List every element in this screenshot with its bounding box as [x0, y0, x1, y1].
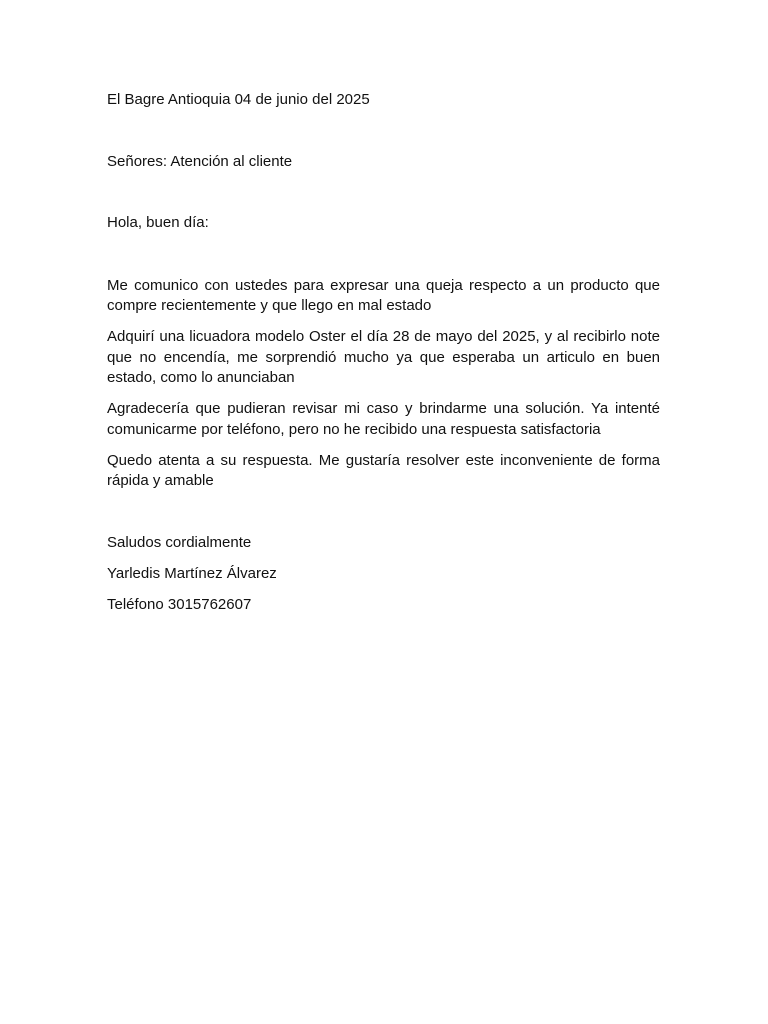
letter-paragraph-4: Quedo atenta a su respuesta. Me gustaría resolver este inconveniente de forma rápida y amable — [107, 451, 660, 489]
letter-recipient: Señores: Atención al cliente — [107, 152, 293, 170]
letter-signer-name: Yarledis Martínez Álvarez — [107, 564, 277, 582]
letter-greeting: Hola, buen día: — [107, 214, 209, 231]
letter-date-line: El Bagre Antioquia 04 de junio del 2025 — [107, 91, 370, 108]
letter-paragraph-2: Adquirí una licuadora modelo Oster el día 28 de mayo del 2025, y al recibirlo note que no encendía, me sorprendió mucho ya que esperaba un articulo en buen estado, como lo anunciaban — [107, 328, 660, 386]
letter-body — [107, 90, 660, 615]
letter-phone: Teléfono 3015762607 — [107, 595, 252, 613]
letter-paragraph-3: Agradecería que pudieran revisar mi caso y brindarme una solución. Ya intenté comunicarme por teléfono, pero no he recibido una respuesta satisfactoria — [107, 400, 660, 438]
letter-closing: Saludos cordialmente — [107, 533, 252, 551]
letter-paragraph-1: Me comunico con ustedes para expresar una queja respecto a un producto que compre recientemente y que llego en mal estado — [107, 276, 660, 314]
